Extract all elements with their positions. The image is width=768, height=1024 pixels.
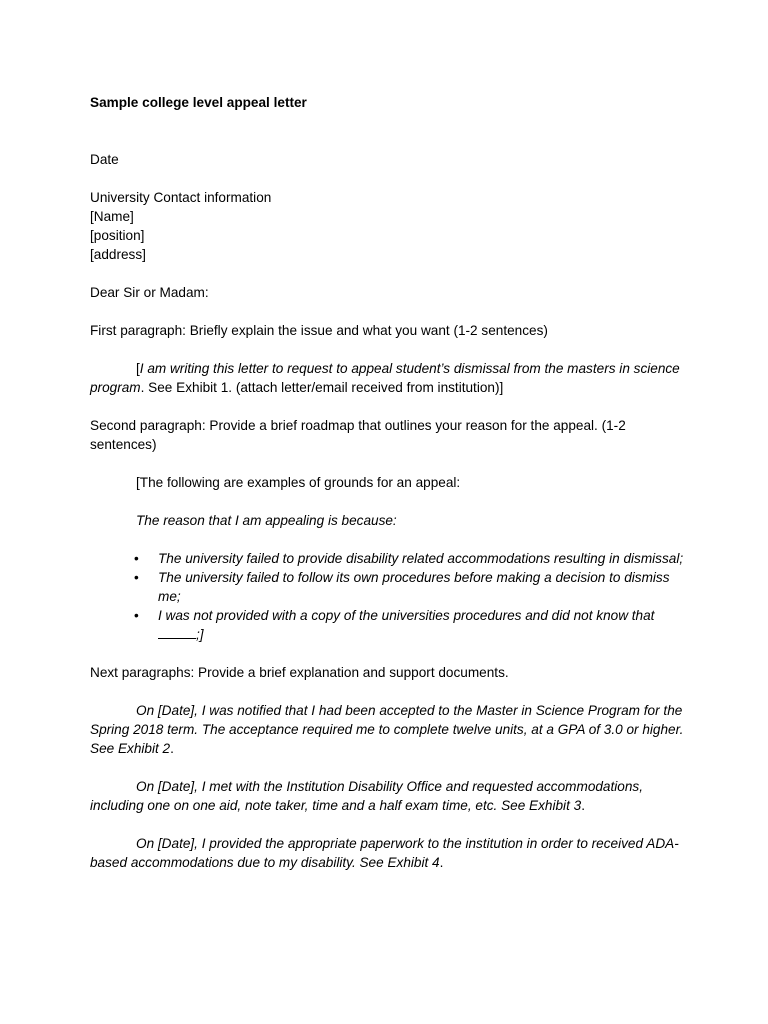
- ground-text: I was not provided with a copy of the universities procedures and did not know that: [158, 608, 655, 623]
- grounds-list: [90, 549, 690, 644]
- contact-block: [90, 188, 690, 264]
- fill-in-blank: [158, 625, 196, 639]
- ground-text: The university failed to follow its own procedures before making a decision to dismiss me;: [158, 570, 670, 604]
- example-italic-text: I am writing this letter to request to appeal student’s dismissal from the masters in science program: [90, 361, 680, 395]
- date-line: Date: [90, 152, 119, 167]
- list-item: [90, 568, 690, 606]
- list-item: [90, 549, 690, 568]
- grounds-intro: [The following are examples of grounds for an appeal:: [136, 475, 461, 490]
- letter-page: [90, 93, 690, 872]
- support-paragraph-text: On [Date], I provided the appropriate paperwork to the institution in order to received ADA-based accommodations due to my disability. See Exhibit 4: [90, 836, 679, 870]
- salutation: Dear Sir or Madam:: [90, 285, 209, 300]
- contact-name: [Name]: [90, 209, 134, 224]
- example-open-bracket: [: [136, 361, 140, 376]
- support-paragraph-text: On [Date], I was notified that I had been accepted to the Master in Science Program for the Spring 2018 term. The acceptance required me to complete twelve units, at a GPA of 3.0 or higher. See Exhibit 2: [90, 703, 684, 756]
- ground-text: The university failed to provide disability related accommodations resulting in dismissal;: [158, 551, 684, 566]
- reason-lead: [90, 511, 690, 530]
- contact-address: [address]: [90, 247, 146, 262]
- support-paragraph-text: On [Date], I met with the Institution Disability Office and requested accommodations, including one on one aid, note taker, time and a half exam time, etc. See Exhibit 3: [90, 779, 643, 813]
- first-paragraph-example: [90, 359, 690, 397]
- reason-lead-text: The reason that I am appealing is because:: [136, 513, 397, 528]
- second-paragraph-instruction: Second paragraph: Provide a brief roadmap that outlines your reason for the appeal. (1-2 sentences): [90, 418, 626, 452]
- next-paragraphs-instruction: Next paragraphs: Provide a brief explanation and support documents.: [90, 665, 509, 680]
- first-paragraph-instruction: First paragraph: Briefly explain the issue and what you want (1-2 sentences): [90, 323, 548, 338]
- contact-heading: University Contact information: [90, 190, 272, 205]
- support-paragraph: [90, 834, 690, 872]
- support-paragraph-tail: .: [170, 741, 174, 756]
- list-item: [90, 606, 690, 644]
- document-title: Sample college level appeal letter: [90, 95, 307, 110]
- support-paragraph-tail: .: [439, 855, 444, 870]
- support-paragraph-tail: .: [581, 798, 585, 813]
- support-paragraph: [90, 701, 690, 758]
- example-rest-text: . See Exhibit 1. (attach letter/email received from institution)]: [140, 380, 504, 395]
- support-paragraph: [90, 777, 690, 815]
- ground-tail: ;]: [196, 627, 204, 642]
- contact-position: [position]: [90, 228, 145, 243]
